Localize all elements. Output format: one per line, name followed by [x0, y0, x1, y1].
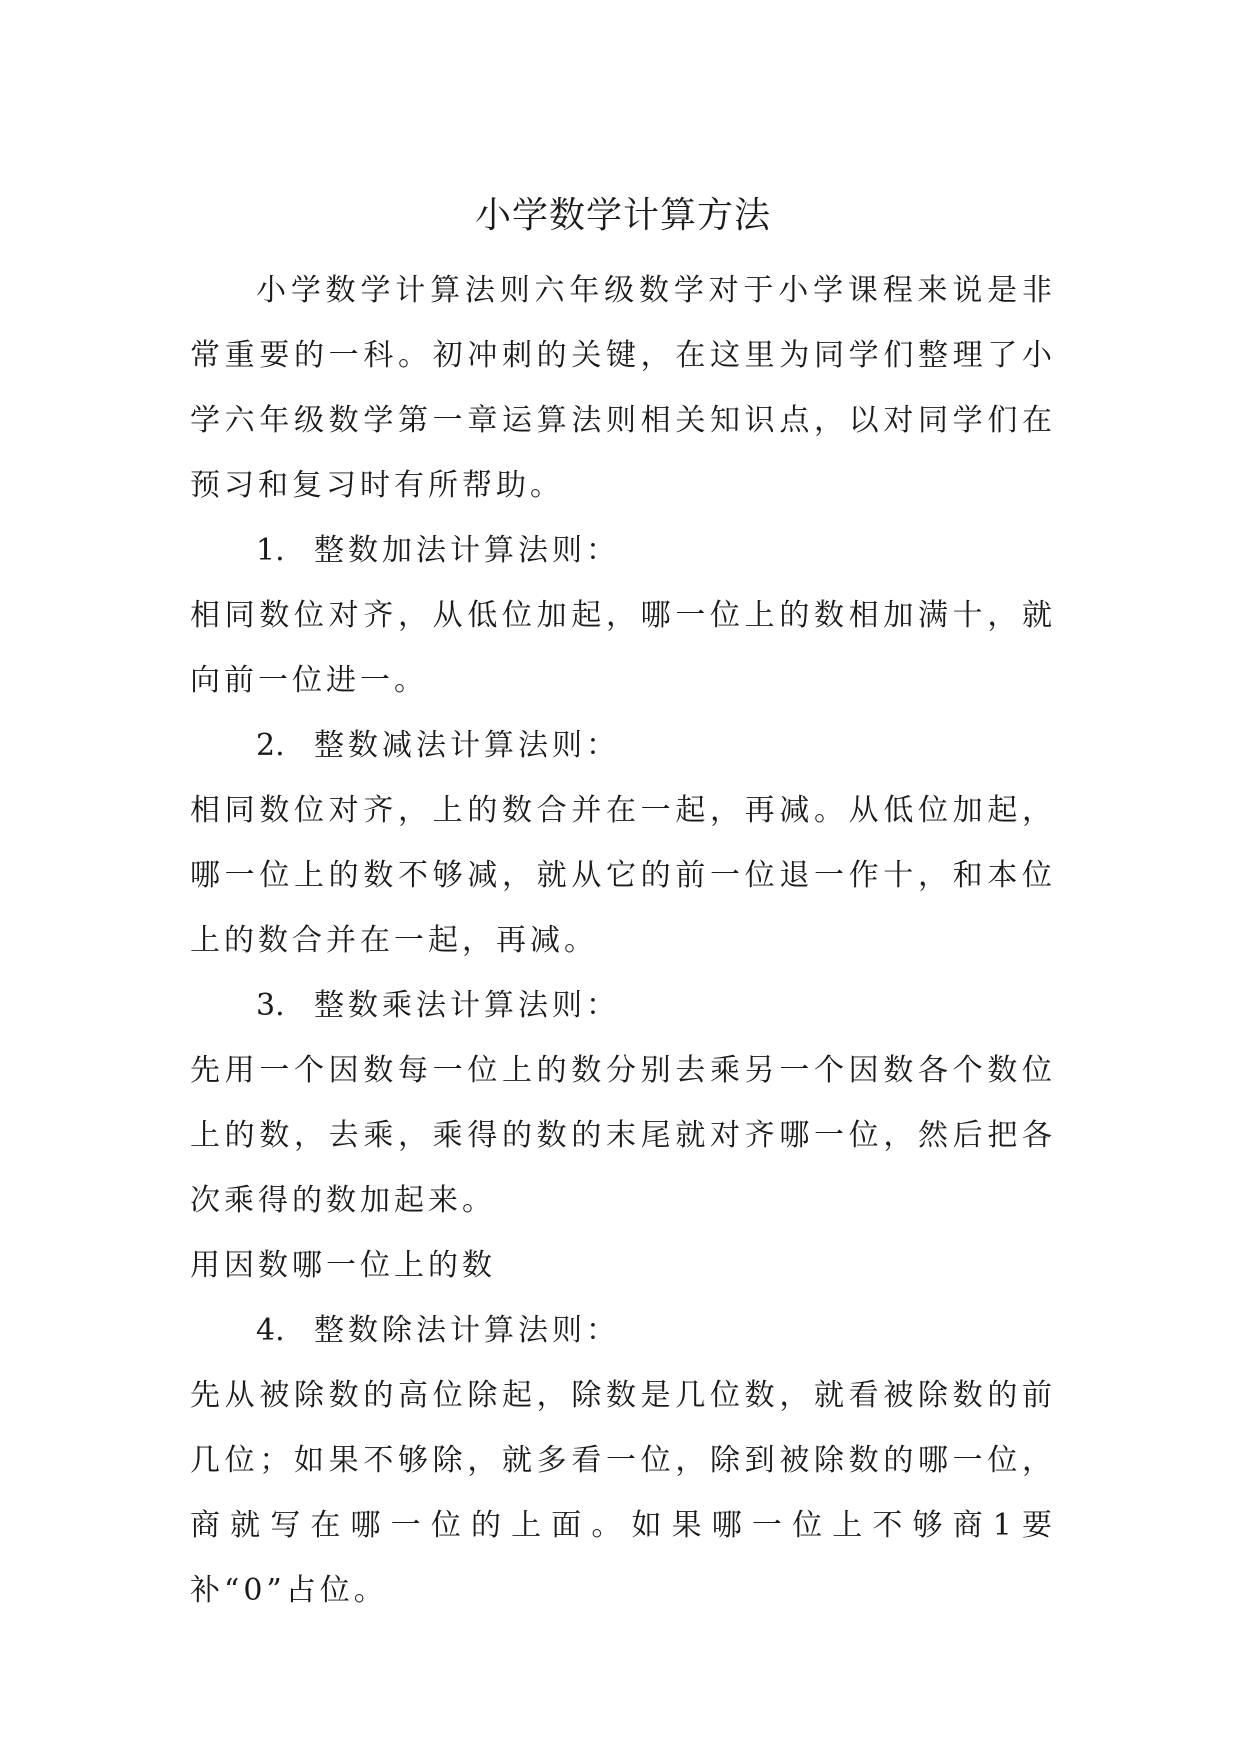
- section-3-heading: [190, 973, 1056, 1038]
- section-4-number: 4.: [256, 1313, 285, 1348]
- section-3-note: 用因数哪一位上的数: [190, 1248, 496, 1283]
- section-3-number: 3.: [256, 988, 285, 1023]
- section-2-heading: [190, 713, 1056, 778]
- section-1-number: 1.: [256, 533, 285, 568]
- section-1-title: 整数加法计算法则：: [314, 533, 620, 568]
- section-3-paragraph: 先用一个因数每一位上的数分别去乘另一个因数各个数位上的数，去乘，乘得的数的末尾就对齐哪一位，然后把各次乘得的数加起来。: [190, 1053, 1056, 1218]
- page-title: 小学数学计算方法: [474, 195, 771, 236]
- section-4-paragraph: 先从被除数的高位除起，除数是几位数，就看被除数的前几位；如果不够除，就多看一位，除到被除数的哪一位，商就写在哪一位的上面。如果哪一位上不够商1要补“0”占位。: [190, 1378, 1056, 1608]
- section-2-title: 整数减法计算法则：: [314, 728, 620, 763]
- intro-paragraph: 小学数学计算法则六年级数学对于小学课程来说是非常重要的一科。初冲刺的关键，在这里为同学们整理了小学六年级数学第一章运算法则相关知识点，以对同学们在预习和复习时有所帮助。: [190, 273, 1056, 503]
- document-body: [190, 258, 1056, 1623]
- section-1-paragraph: 相同数位对齐，从低位加起，哪一位上的数相加满十，就向前一位进一。: [190, 598, 1056, 698]
- section-1-heading: [190, 518, 1056, 583]
- section-3-title: 整数乘法计算法则：: [314, 988, 620, 1023]
- section-4-heading: [190, 1298, 1056, 1363]
- section-4-title: 整数除法计算法则：: [314, 1313, 620, 1348]
- section-2-paragraph: 相同数位对齐，上的数合并在一起，再减。从低位加起，哪一位上的数不够减，就从它的前一位退一作十，和本位上的数合并在一起，再减。: [190, 793, 1056, 958]
- section-2-number: 2.: [256, 728, 285, 763]
